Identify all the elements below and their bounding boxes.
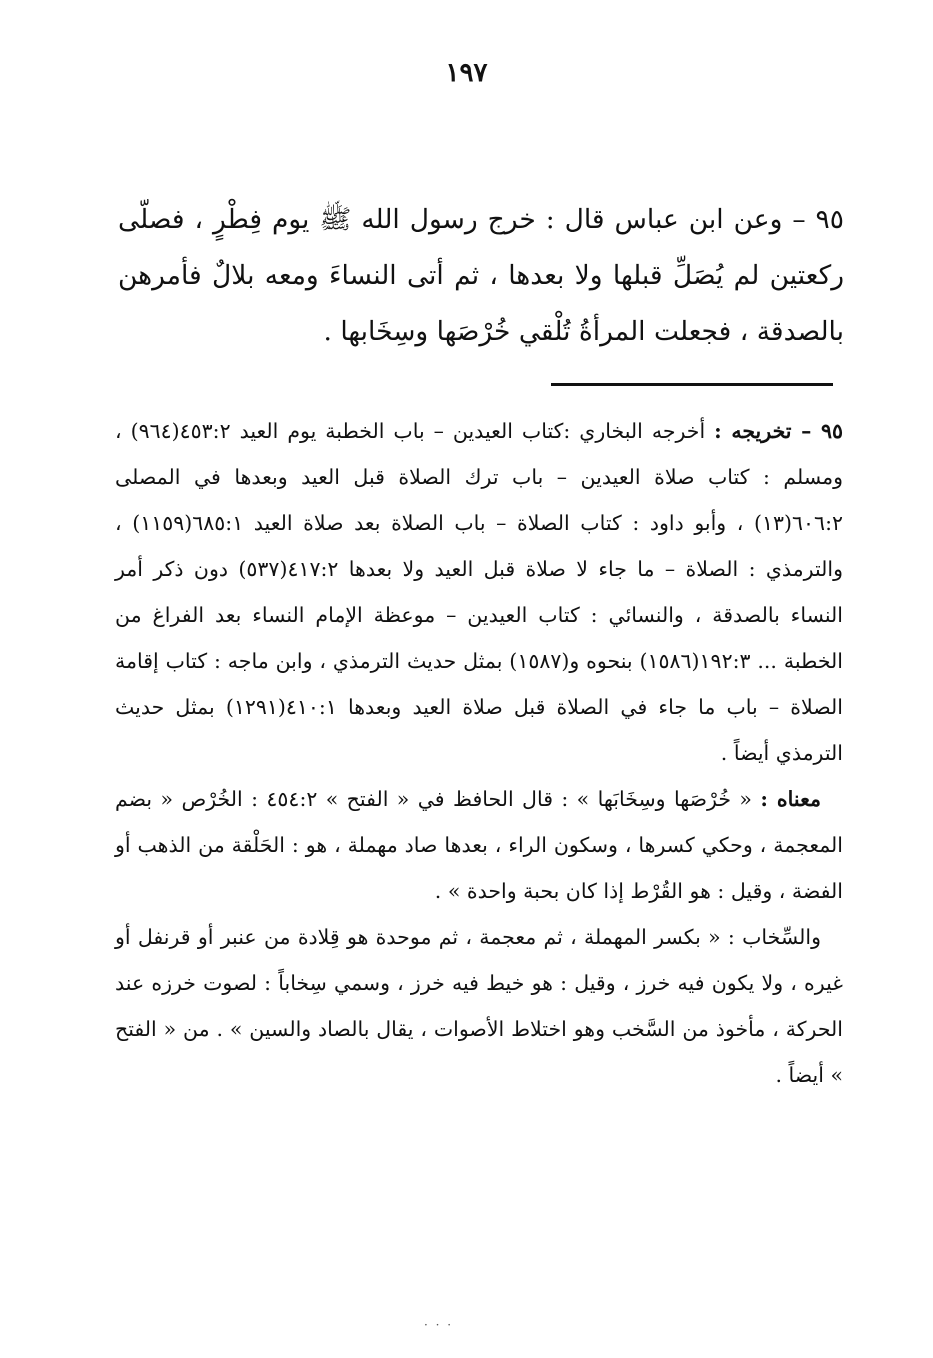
takhrij-text: أخرجه البخاري :كتاب العيدين – باب الخطبة يوم العيد ٤٥٣:٢(٩٦٤) ، ومسلم : كتاب صلاة العيدين – باب ترك الصلاة قبل العيد وبعدها في المصلى ٦٠٦:٢(١٣) ، وأبو داود : كتاب الصلاة – باب الصلاة بعد صلاة العيد ٦٨٥:١(١١٥٩) ، والترمذي : الصلاة – ما جاء لا صلاة قبل العيد ولا بعدها ٤١٧:٢(٥٣٧) دون ذكر أمر النساء بالصدقة ، والنسائي : كتاب العيدين – موعظة الإمام النساء بعد الفراغ من الخطبة ... ١٩٢:٣(١٥٨٦) بنحوه و(١٥٨٧) بمثل حديث الترمذي ، وابن ماجه : كتاب إقامة الصلاة – باب ما جاء في الصلاة قبل صلاة العيد وبعدها ٤١٠:١(١٢٩١) بمثل حديث الترمذي أيضاً .: [115, 419, 843, 765]
meaning-paragraph: [115, 776, 843, 914]
takhrij-label: ٩٥ – تخريجه :: [714, 419, 843, 443]
sikhab-paragraph: [115, 914, 843, 1098]
footnote-divider: [551, 383, 833, 386]
meaning-text: « خُرْصَها وسِخَابَها » : قال الحافظ في « الفتح » ٤٥٤:٢ : الخُرْص « بضم المعجمة ، وحكي كسرها ، وسكون الراء ، بعدها صاد مهملة ، هو : الحَلْقة من الذهب أو الفضة ، وقيل : هو القُرْط إذا كان بحبة واحدة » .: [115, 787, 843, 903]
scan-marks: · · ·: [424, 1318, 454, 1332]
sikhab-text: والسِّخاب : « بكسر المهملة ، ثم معجمة ، ثم موحدة هو قِلادة من عنبر أو قرنفل أو غيره ، ولا يكون فيه خرز ، وقيل : هو خيط فيه خرز ، وسمي سِخاباً : لصوت خرزه عند الحركة ، مأخوذ من السَّخب وهو اختلاط الأصوات ، يقال بالصاد والسين » . من « الفتح » أيضاً .: [115, 925, 843, 1087]
takhrij-paragraph: [115, 408, 843, 776]
page-number: ١٩٧: [445, 58, 488, 88]
footnotes-section: [115, 408, 843, 1098]
meaning-label: معناه :: [760, 787, 821, 811]
hadith-text: ٩٥ – وعن ابن عباس قال : خرج رسول الله ﷺ يوم فِطْرٍ ، فصلّى ركعتين لم يُصَلِّ قبلها ولا بعدها ، ثم أتى النساءَ ومعه بلالٌ فأمرهن بالصدقة ، فجعلت المرأةُ تُلْقي خُرْصَها وسِخَابها .: [118, 204, 844, 347]
